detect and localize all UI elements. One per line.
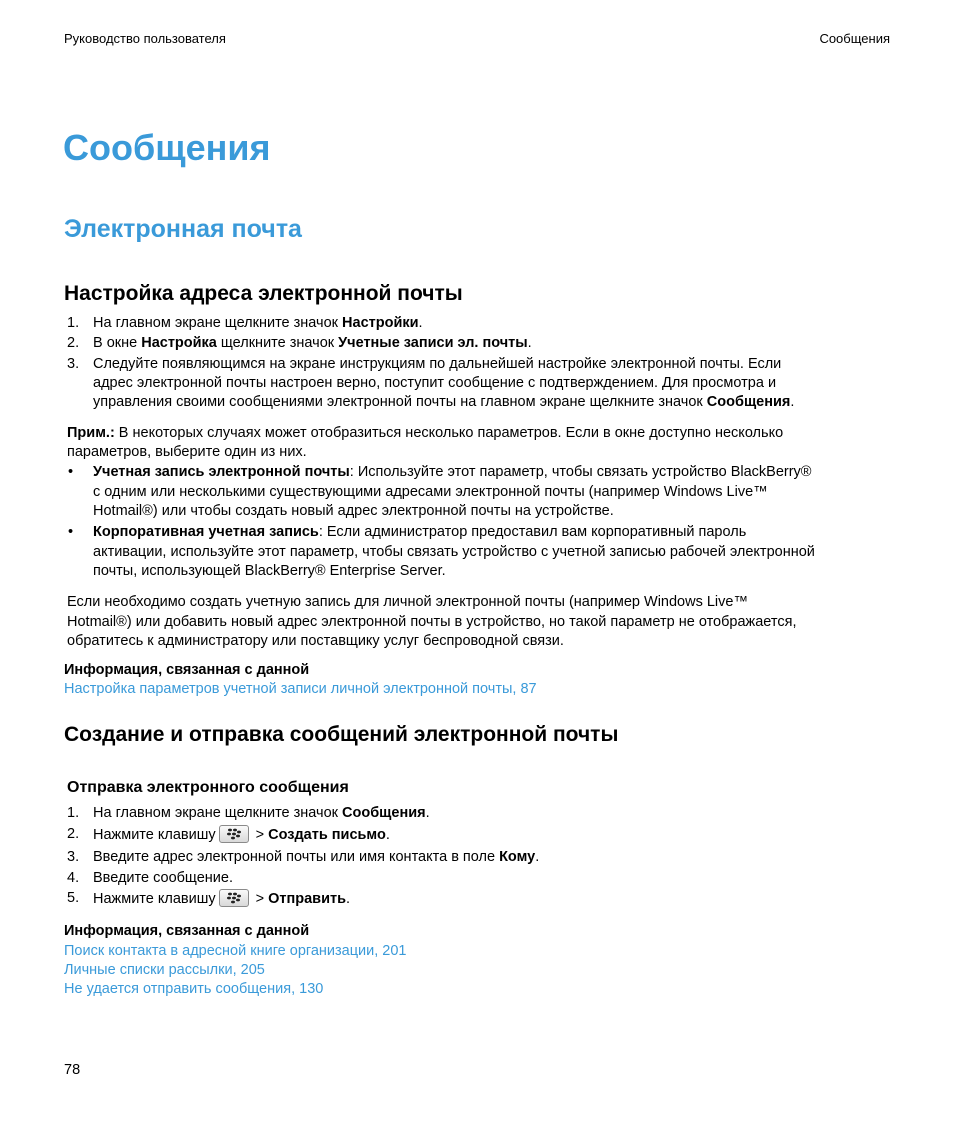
setup-step3-line1: Следуйте появляющимся на экране инструкциям по дальнейшей настройке электронной почты. Если [93, 356, 782, 372]
section-title: Электронная почта [64, 215, 302, 243]
related-info-label: Информация, связанная с данной [64, 923, 310, 939]
setup-step2: В окне Настройка щелкните значок Учетные записи эл. почты. [93, 335, 532, 351]
setup-step1-number: 1. [67, 315, 80, 331]
compose-heading: Создание и отправка сообщений электронной почты [64, 723, 619, 746]
related-link[interactable]: Личные списки рассылки, 205 [64, 962, 265, 978]
bullet2-line3: почты, использующей BlackBerry® Enterprise Server. [93, 563, 446, 579]
bullet1-line1: Учетная запись электронной почты: Используйте этот параметр, чтобы связать устройство BlackBerry® [93, 464, 812, 480]
bullet2-line2: активации, используйте этот параметр, чтобы связать устройство с учетной записью рабочей электронной [93, 544, 815, 560]
send-step4-number: 4. [67, 870, 80, 886]
bullet-mark: • [68, 464, 74, 480]
bullet1-line2: с одним или несколькими существующими адресами электронной почты (например Windows Live™ [93, 484, 768, 500]
send-step5: Нажмите клавишу > Отправить. [93, 891, 351, 907]
para-line3: обратитесь к администратору или поставщику услуг беспроводной связи. [67, 633, 564, 649]
related-info-label: Информация, связанная с данной [64, 662, 310, 678]
setup-step3-line3: управления своими сообщениями электронной почты на главном экране щелкните значок Сообщения. [93, 394, 795, 410]
related-link[interactable]: Поиск контакта в адресной книге организации, 201 [64, 943, 407, 959]
page-number: 78 [64, 1062, 81, 1078]
send-step5-number: 5. [67, 890, 80, 906]
page-title: Сообщения [63, 127, 271, 168]
related-link[interactable]: Настройка параметров учетной записи личной электронной почты, 87 [64, 681, 537, 697]
bullet2-line1: Корпоративная учетная запись: Если администратор предоставил вам корпоративный пароль [93, 524, 747, 540]
send-step1-number: 1. [67, 805, 80, 821]
para-line2: Hotmail®) или добавить новый адрес электронной почты в устройство, но такой параметр не отображается, [67, 614, 797, 630]
note-label: Прим.: [67, 425, 115, 441]
related-link[interactable]: Не удается отправить сообщения, 130 [64, 981, 324, 997]
setup-step2-number: 2. [67, 335, 80, 351]
send-step1: На главном экране щелкните значок Сообщения. [93, 805, 430, 821]
blackberry-menu-key-icon [219, 889, 249, 907]
send-step4: Введите сообщение. [93, 870, 233, 886]
send-subheading: Отправка электронного сообщения [67, 779, 349, 796]
setup-step3-number: 3. [67, 356, 80, 372]
note-line1: Прим.: В некоторых случаях может отобразиться несколько параметров. Если в окне доступно несколько [67, 425, 784, 441]
setup-step1: На главном экране щелкните значок Настройки. [93, 315, 423, 331]
send-step3: Введите адрес электронной почты или имя контакта в поле Кому. [93, 849, 540, 865]
note-line2: параметров, выберите один из них. [67, 444, 307, 460]
send-step3-number: 3. [67, 849, 80, 865]
bullet-mark: • [68, 524, 74, 540]
blackberry-menu-key-icon [219, 825, 249, 843]
para-line1: Если необходимо создать учетную запись для личной электронной почты (например Windows Live™ [67, 594, 748, 610]
running-header-left: Руководство пользователя [64, 31, 226, 46]
bullet1-line3: Hotmail®) или чтобы создать новый адрес электронной почты на устройстве. [93, 503, 614, 519]
setup-heading: Настройка адреса электронной почты [64, 282, 463, 305]
setup-step3-line2: адрес электронной почты настроен верно, поступит сообщение с подтверждением. Для просмотра и [93, 375, 777, 391]
send-step2-number: 2. [67, 826, 80, 842]
running-header-right: Сообщения [819, 31, 890, 46]
send-step2: Нажмите клавишу > Создать письмо. [93, 827, 390, 843]
